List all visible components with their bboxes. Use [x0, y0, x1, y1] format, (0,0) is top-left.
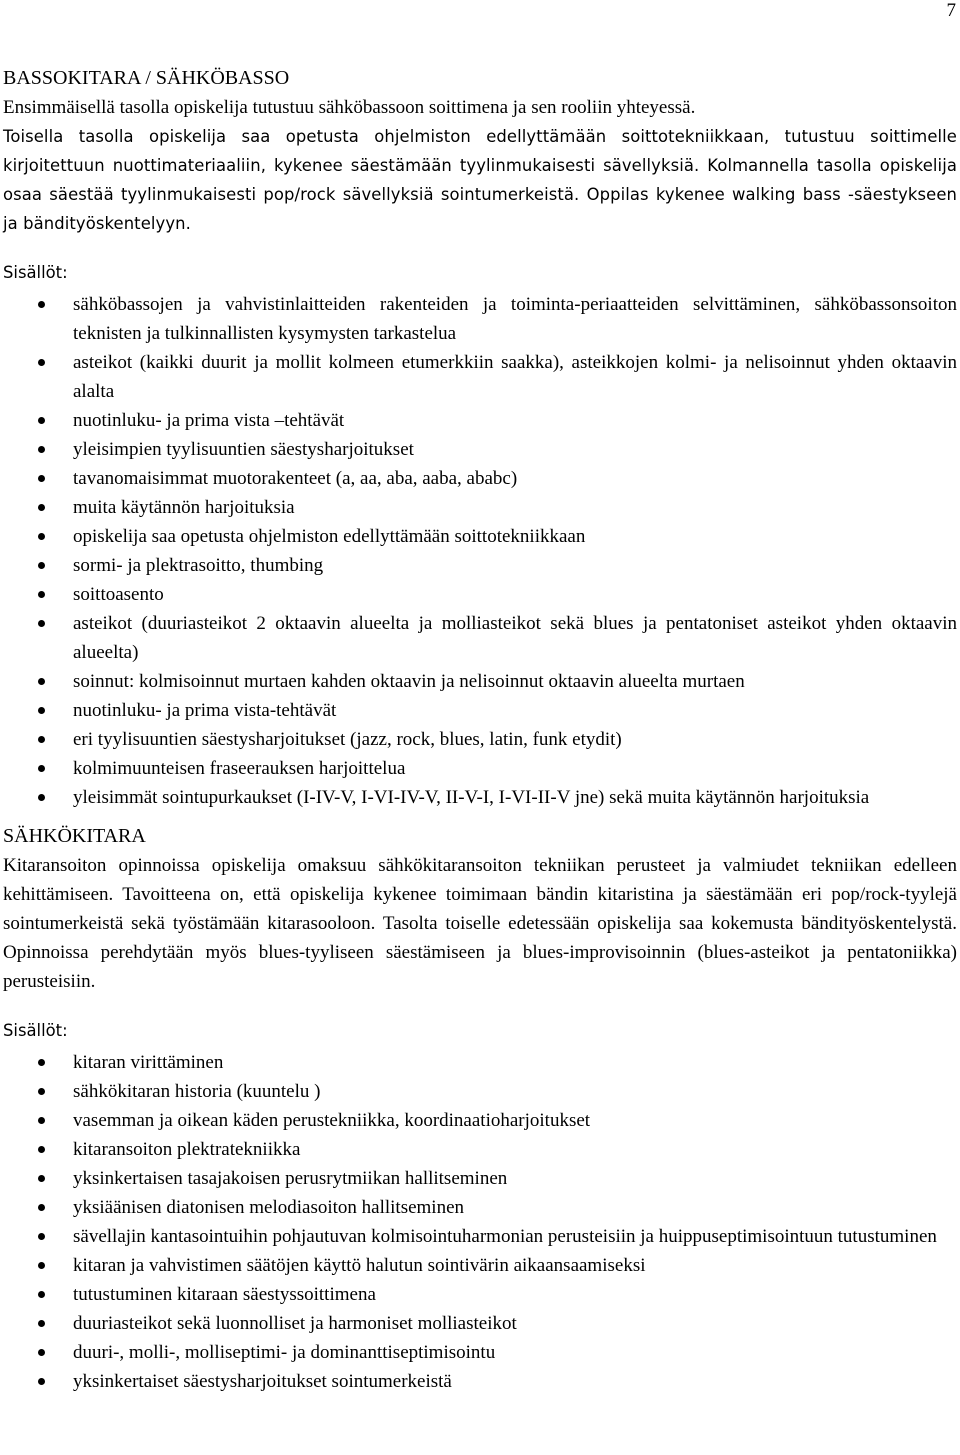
list-item: asteikot (kaikki duurit ja mollit kolmeen etumerkkiin saakka), asteikkojen kolmi- ja nelisoinnut yhden oktaavin alalta [3, 348, 957, 406]
basso-contents-list [3, 290, 957, 812]
list-item: soittoasento [3, 580, 957, 609]
list-item: yksinkertaisen tasajakoisen perusrytmiikan hallitseminen [3, 1164, 957, 1193]
list-item: sähkökitaran historia (kuuntelu ) [3, 1077, 957, 1106]
sahko-intro-paragraph: Kitaransoiton opinnoissa opiskelija omaksuu sähkökitaransoiton tekniikan perusteet ja valmiudet tekniikan edelleen kehittämiseen. Tavoitteena on, että opiskelija kykenee toimimaan bändin kitaristina ja säestämään eri pop/rock-tyylejä sointumerkeistä sekä työstämään kitarasooloon. Tasolta toiselle edetessään opiskelija saa kokemusta bändityöskentelystä. Opinnoissa perehdytään myös blues-tyyliseen säestämiseen ja blues-improvisoinnin (blues-asteikot ja pentatoniikka) perusteisiin. [3, 855, 957, 992]
document-body [3, 64, 957, 1396]
list-item: tutustuminen kitaraan säestyssoittimena [3, 1280, 957, 1309]
list-item: nuotinluku- ja prima vista –tehtävät [3, 406, 957, 435]
list-item: nuotinluku- ja prima vista-tehtävät [3, 696, 957, 725]
list-item: duuriasteikot sekä luonnolliset ja harmoniset molliasteikot [3, 1309, 957, 1338]
list-item: yleisimmät sointupurkaukset (I-IV-V, I-VI-IV-V, II-V-I, I-VI-II-V jne) sekä muita käytännön harjoituksia [3, 783, 957, 812]
list-item: sähköbassojen ja vahvistinlaitteiden rakenteiden ja toiminta-periaatteiden selvittäminen, sähköbassonsoiton teknisten ja tulkinnallisten kysymysten tarkastelua [3, 290, 957, 348]
sahko-contents-list [3, 1048, 957, 1396]
list-item: yksiäänisen diatonisen melodiasoiton hallitseminen [3, 1193, 957, 1222]
list-item: yksinkertaiset säestysharjoitukset sointumerkeistä [3, 1367, 957, 1396]
section-title-sahkokitara: SÄHKÖKITARA [3, 825, 146, 847]
list-item: kolmimuunteisen fraseerauksen harjoittelua [3, 754, 957, 783]
section-title-bassokitara: BASSOKITARA / SÄHKÖBASSO [3, 67, 290, 89]
list-item: sormi- ja plektrasoitto, thumbing [3, 551, 957, 580]
list-item: kitaran ja vahvistimen säätöjen käyttö halutun sointivärin aikaansaamiseksi [3, 1251, 957, 1280]
bassokitara-section [3, 64, 957, 812]
list-item: soinnut: kolmisoinnut murtaen kahden oktaavin ja nelisoinnut oktaavin alueelta murtaen [3, 667, 957, 696]
list-item: duuri-, molli-, molliseptimi- ja dominanttiseptimisointu [3, 1338, 957, 1367]
list-item: kitaransoiton plektratekniikka [3, 1135, 957, 1164]
list-item: eri tyylisuuntien säestysharjoitukset (jazz, rock, blues, latin, funk etydit) [3, 725, 957, 754]
list-item: opiskelija saa opetusta ohjelmiston edellyttämään soittotekniikkaan [3, 522, 957, 551]
list-item: tavanomaisimmat muotorakenteet (a, aa, aba, aaba, ababc) [3, 464, 957, 493]
sahko-contents-label: Sisällöt: [3, 1021, 68, 1040]
list-item: yleisimpien tyylisuuntien säestysharjoitukset [3, 435, 957, 464]
list-item: kitaran virittäminen [3, 1048, 957, 1077]
sahkokitara-section [3, 822, 957, 1396]
basso-intro-paragraph: Toisella tasolla opiskelija saa opetusta ohjelmiston edellyttämään soittotekniikkaan, tutustuu soittimelle kirjoitettuun nuottimateriaaliin, kykenee säestämään tyylinmukaisesti sävellyksiä. Kolmannella tasolla opiskelija osaa säestää tyylinmukaisesti pop/rock sävellyksiä sointumerkeistä. Oppilas kykenee walking bass -säestykseen ja bändityöskentelyyn. [3, 127, 957, 233]
basso-contents-label: Sisällöt: [3, 263, 68, 282]
basso-intro-line: Ensimmäisellä tasolla opiskelija tutustuu sähköbassoon soittimena ja sen rooliin yhteyessä. [3, 97, 696, 118]
list-item: asteikot (duuriasteikot 2 oktaavin alueelta ja molliasteikot sekä blues ja pentatoniset asteikot yhden oktaavin alueelta) [3, 609, 957, 667]
list-item: muita käytännön harjoituksia [3, 493, 957, 522]
list-item: sävellajin kantasointuihin pohjautuvan kolmisointuharmonian perusteisiin ja huippuseptimisointuun tutustuminen [3, 1222, 957, 1251]
list-item: vasemman ja oikean käden perustekniikka, koordinaatioharjoitukset [3, 1106, 957, 1135]
page-number: 7 [946, 0, 956, 21]
